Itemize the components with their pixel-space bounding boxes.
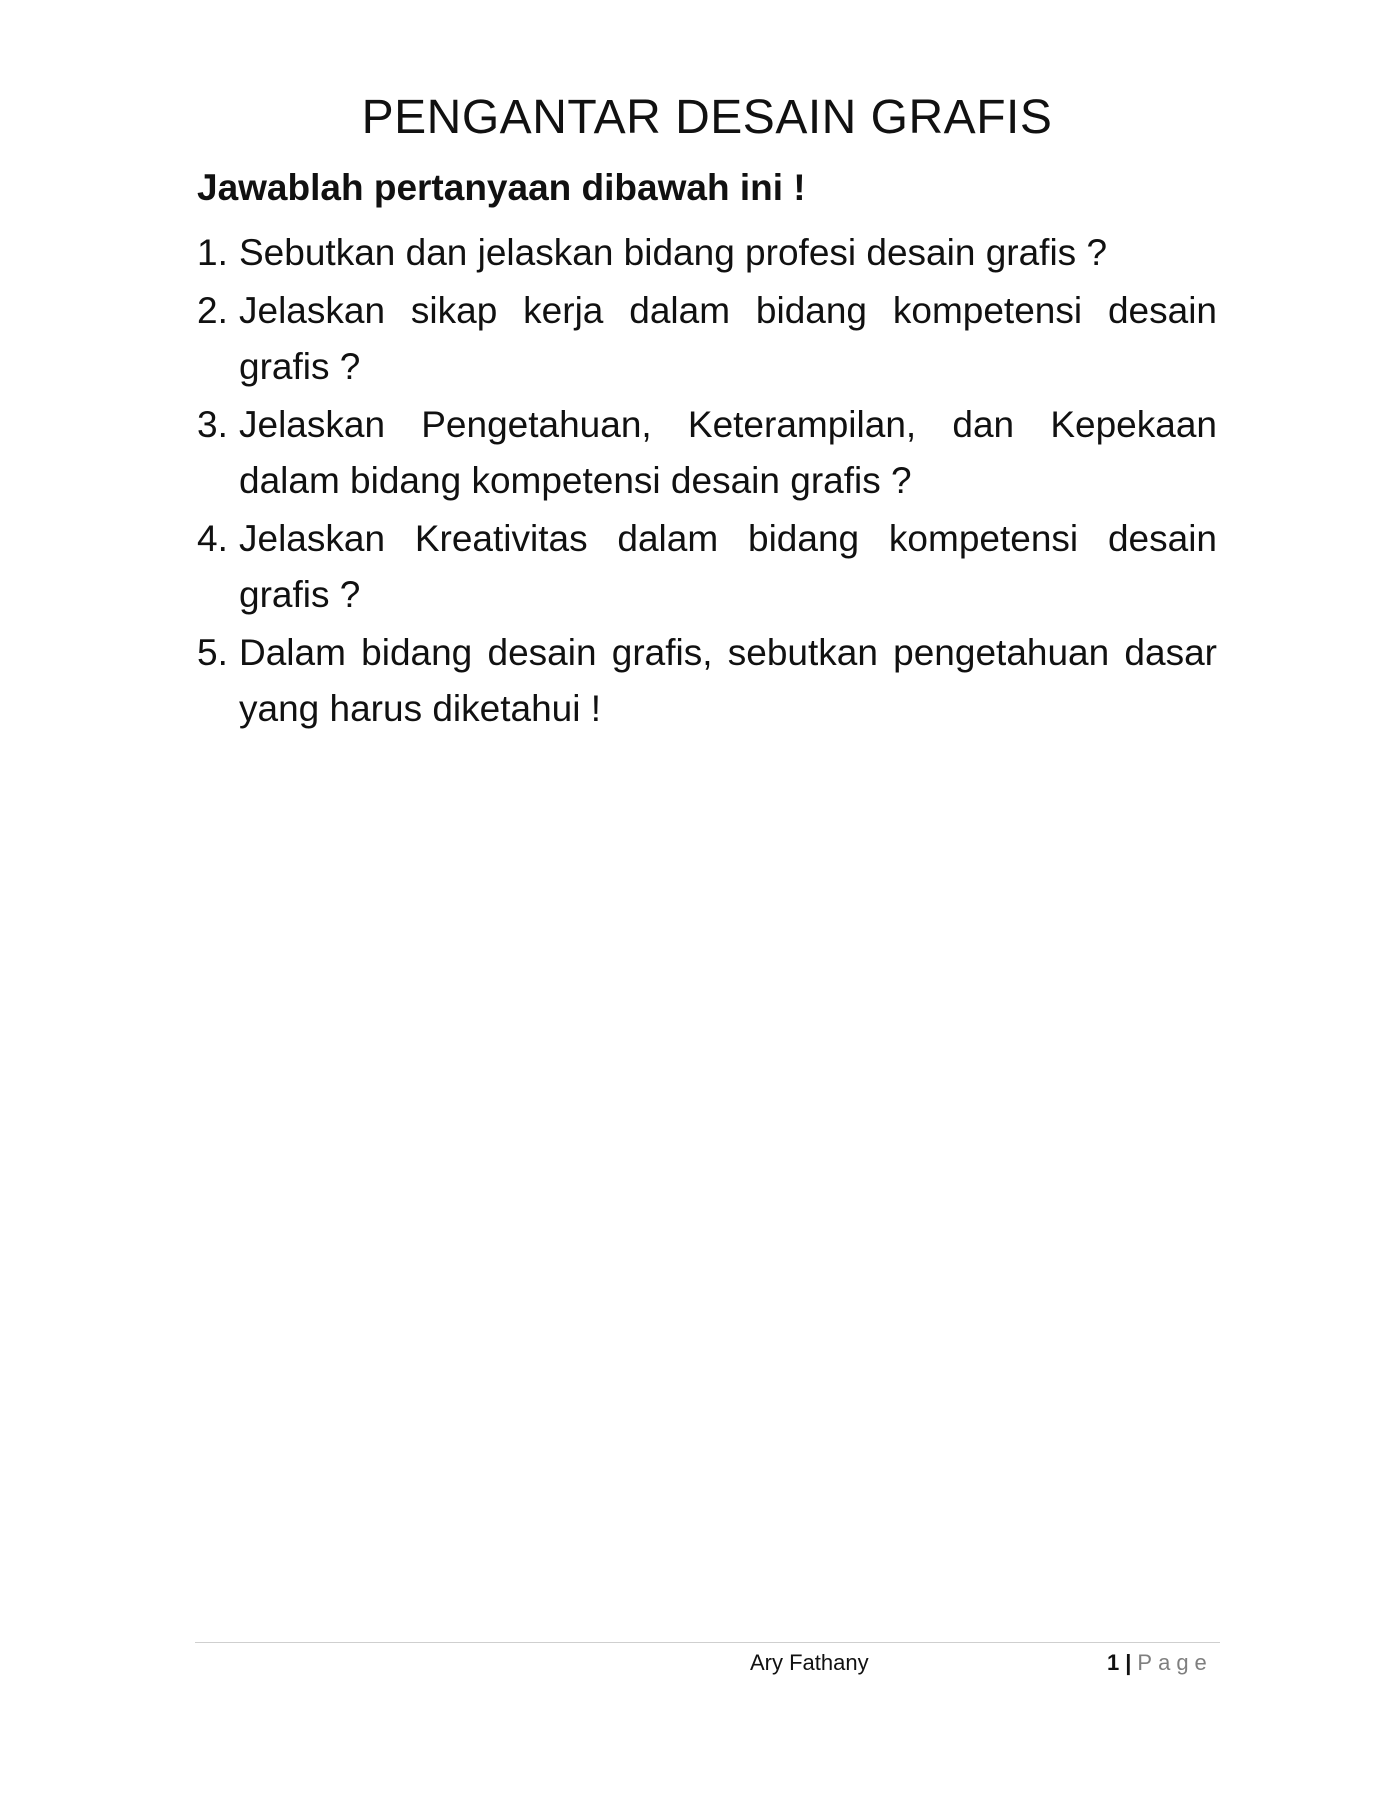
question-text: Jelaskan sikap kerja dalam bidang kompetensi desain grafis ? xyxy=(239,290,1217,387)
page-number: 1 xyxy=(1107,1650,1120,1675)
question-number: 2. xyxy=(197,290,228,331)
question-item xyxy=(197,397,1217,509)
question-number: 5. xyxy=(197,632,228,673)
footer-page-indicator xyxy=(1107,1648,1213,1678)
question-text: Sebutkan dan jelaskan bidang profesi desain grafis ? xyxy=(239,232,1108,273)
footer-author: Ary Fathany xyxy=(750,1650,869,1675)
question-number: 1. xyxy=(197,232,228,273)
question-number: 4. xyxy=(197,518,228,559)
question-item xyxy=(197,283,1217,395)
question-text: Jelaskan Pengetahuan, Keterampilan, dan Kepekaan dalam bidang kompetensi desain grafis ? xyxy=(239,404,1217,501)
page-title: PENGANTAR DESAIN GRAFIS xyxy=(361,91,1053,144)
instruction-heading: Jawablah pertanyaan dibawah ini ! xyxy=(197,167,806,208)
page-separator: | xyxy=(1125,1650,1132,1675)
footer-divider xyxy=(195,1642,1220,1643)
question-item xyxy=(197,625,1217,737)
question-text: Jelaskan Kreativitas dalam bidang kompetensi desain grafis ? xyxy=(239,518,1217,615)
question-text: Dalam bidang desain grafis, sebutkan pengetahuan dasar yang harus diketahui ! xyxy=(239,632,1217,729)
question-list xyxy=(197,225,1217,739)
question-item xyxy=(197,225,1217,281)
page-label: Page xyxy=(1137,1650,1213,1675)
question-number: 3. xyxy=(197,404,228,445)
question-item xyxy=(197,511,1217,623)
